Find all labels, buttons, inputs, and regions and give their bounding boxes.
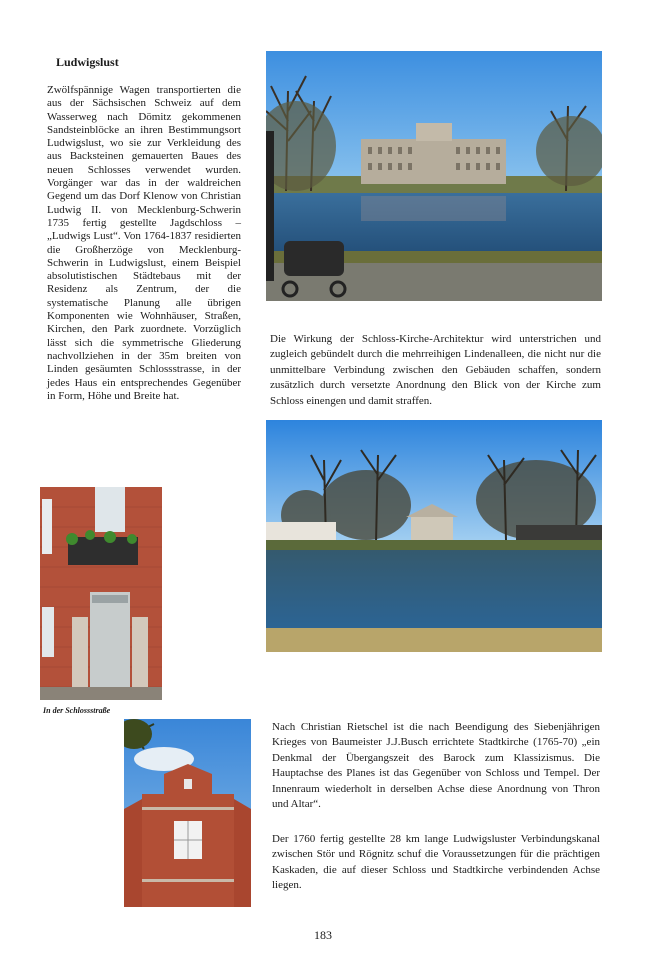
right-paragraph-1: Die Wirkung der Schloss-Kirche-Architektur wird unterstrichen und zugleich gebündelt durch die mehrreihigen Lindenalleen, die nicht nur die unmittelbare Verbindung zwischen den Gebäuden schaffen, sondern zusätzlich durch versetzte Anordnung den Blick von der Kirche zum Schloss einengen und damit straffen. <box>270 333 601 407</box>
section-heading: Ludwigslust <box>56 55 119 69</box>
left-paragraph: Zwölfspännige Wagen transportierten die aus der Sächsischen Schweiz auf dem Wasserweg nach Dömitz gekommenen Sandsteinblöcke an ihren Bestimmungsort Ludwigslust, wo sie zur Verkleidung des aus Backsteinen gemauerten Baues des neuen Schlosses verwendet wurden. Vorgänger war das in der waldreichen Gegend um das Dorf Klenow von Christian Ludwig II. von Mecklenburg-Schwerin 1735 fertig gestellte Jagdschloss – „Ludwigs Lust“. Von 1764-1837 residierten die Großherzöge von Mecklenburg-Schwerin in Ludwigslust, einem Beispiel absolutistischen Städtebaus mit der Residenz als Zentrum, der die systematische Planung alle übrigen Komponenten wie Wohnhäuser, Straßen, Kirchen, den Park zuordnete. Vorzüglich lässt sich die symmetrische Gliederung nachvollziehen in der 35m breiten von Linden gesäumten Schlossstrasse, in der jedes Haus ein entsprechendes Gegenüber in Form, Höhe und Breite hat. <box>47 84 241 402</box>
gable-house-photo <box>124 719 251 907</box>
right-paragraph-2: Nach Christian Rietschel ist die nach Beendigung des Siebenjährigen Krieges von Baumeister J.J.Busch errichtete Stadtkirche (1765-70) „ein Denkmal der Übergangszeit des Barock zum Klassizismus. Die Hauptachse des Planes ist das Gegenüber von Schloss und Tempel. Der Innenraum wiederholt in derselben Achse diese Anordnung von Thron und Altar“. <box>272 721 600 811</box>
castle-lake-photo <box>266 51 602 301</box>
page-number: 183 <box>314 928 332 942</box>
schlossstrasse-door-photo <box>40 487 162 700</box>
lake-church-photo <box>266 420 602 652</box>
photo-caption: In der Schlossstraße <box>43 706 111 715</box>
right-paragraph-3: Der 1760 fertig gestellte 28 km lange Ludwigsluster Verbindungskanal zwischen Stör und Rögnitz schuf die Voraussetzungen für die prächtigen Kaskaden, die auf dieser Schloss und Stadtkirche verbindenden Achse liegen. <box>272 833 600 892</box>
